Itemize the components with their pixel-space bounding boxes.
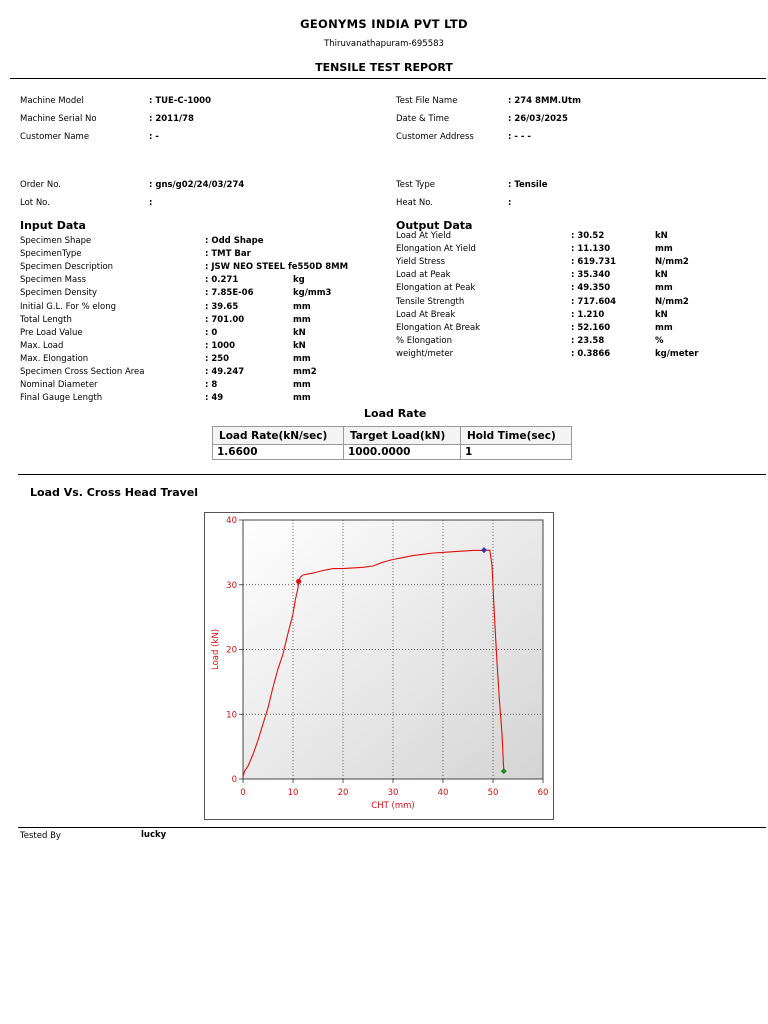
input-row-unit: mm — [293, 353, 311, 364]
load-rate-title: Load Rate — [364, 407, 427, 420]
output-row-unit: N/mm2 — [655, 257, 689, 268]
output-row-value: : 717.604 — [571, 296, 617, 307]
input-row-value: : 49 — [205, 393, 224, 404]
hold-time-value: 1 — [461, 445, 572, 460]
x-tick-label: 0 — [240, 788, 246, 798]
y-tick-label: 30 — [226, 580, 237, 591]
info-left-label: Lot No. — [20, 198, 50, 208]
input-row-label: SpecimenType — [20, 249, 82, 260]
input-row-value: : JSW NEO STEEL fe550D 8MM — [205, 262, 349, 273]
x-tick-label: 10 — [287, 788, 299, 798]
section-divider — [18, 474, 766, 475]
load-rate-header-row — [213, 427, 572, 445]
tested-by-label: Tested By — [20, 831, 61, 841]
y-tick-label: 10 — [226, 710, 237, 721]
y-tick-label: 0 — [231, 775, 237, 785]
header-divider — [10, 78, 766, 79]
load-rate-value: 1.6600 — [213, 445, 344, 460]
output-row-value: : 11.130 — [571, 244, 611, 255]
info-right-label: Test Type — [396, 180, 435, 190]
load-rate-value-row — [213, 445, 572, 460]
input-row-unit: mm — [293, 314, 311, 325]
info-left-label: Machine Serial No — [20, 114, 97, 124]
output-data-title: Output Data — [396, 219, 473, 232]
info-right-label: Heat No. — [396, 198, 433, 208]
info-right-label: Date & Time — [396, 114, 450, 124]
x-tick-label: 50 — [487, 788, 499, 798]
input-row-unit: mm — [293, 393, 311, 404]
input-row-label: Nominal Diameter — [20, 380, 98, 391]
output-row-label: % Elongation — [396, 335, 452, 346]
target-load-value: 1000.0000 — [344, 445, 461, 460]
input-row-label: Specimen Mass — [20, 275, 87, 286]
input-row-label: Final Gauge Length — [20, 393, 103, 404]
output-row-label: Elongation at Peak — [396, 283, 476, 294]
input-row-value: : 0.271 — [205, 275, 239, 286]
output-row-unit: N/mm2 — [655, 296, 689, 307]
output-row-unit: kN — [655, 270, 668, 281]
y-axis-label: Load (kN) — [211, 628, 221, 671]
input-row-value: : 7.85E-06 — [205, 288, 254, 299]
output-row-label: Tensile Strength — [396, 296, 465, 307]
input-row-value: : 39.65 — [205, 301, 239, 312]
input-row-value: : 250 — [205, 353, 230, 364]
output-row-label: Yield Stress — [396, 257, 446, 268]
info-left-value: : 2011/78 — [149, 114, 194, 124]
output-row-label: Elongation At Break — [396, 322, 481, 333]
input-row-label: Max. Load — [20, 340, 64, 351]
input-row-label: Specimen Density — [20, 288, 97, 299]
input-row-label: Pre Load Value — [20, 327, 83, 338]
load-rate-table — [212, 426, 572, 460]
info-right-label: Customer Address — [396, 132, 474, 142]
input-row-label: Specimen Description — [20, 262, 114, 273]
output-row-value: : 0.3866 — [571, 348, 611, 359]
hold-time-header: Hold Time(sec) — [461, 427, 572, 445]
input-row-unit: kg/mm3 — [293, 288, 332, 299]
company-city: Thiruvanathapuram-695583 — [324, 39, 444, 49]
company-name: GEONYMS INDIA PVT LTD — [300, 17, 468, 31]
y-tick-label: 20 — [226, 645, 237, 656]
input-row-unit: kN — [293, 340, 306, 351]
load-vs-cht-chart — [205, 513, 553, 819]
input-row-unit: kg — [293, 275, 305, 286]
input-row-label: Specimen Cross Section Area — [20, 367, 145, 377]
info-right-value: : Tensile — [508, 180, 548, 190]
footer-divider — [18, 827, 766, 828]
output-row-value: : 52.160 — [571, 322, 611, 333]
x-axis-label: CHT (mm) — [371, 801, 415, 811]
output-row-label: Load at Peak — [396, 270, 451, 281]
input-row-value: : 8 — [205, 380, 218, 391]
output-row-value: : 619.731 — [571, 257, 617, 268]
output-row-unit: mm — [655, 244, 673, 255]
output-row-value: : 1.210 — [571, 309, 605, 320]
output-row-value: : 35.340 — [571, 270, 611, 281]
info-left-value: : - — [149, 132, 159, 142]
target-load-header: Target Load(kN) — [344, 427, 461, 445]
output-row-label: Elongation At Yield — [396, 244, 476, 255]
input-row-label: Initial G.L. For % elong — [20, 301, 116, 312]
x-tick-label: 60 — [537, 788, 549, 798]
y-tick-label: 40 — [226, 516, 237, 526]
info-right-value: : — [508, 198, 512, 208]
input-row-value: : TMT Bar — [205, 249, 251, 260]
input-data-title: Input Data — [20, 219, 86, 232]
input-row-value: : 0 — [205, 327, 218, 338]
report-title: TENSILE TEST REPORT — [315, 61, 453, 74]
info-right-value: : 274 8MM.Utm — [508, 96, 581, 106]
output-row-unit: mm — [655, 322, 673, 333]
x-tick-label: 20 — [337, 788, 349, 798]
yield-marker — [296, 579, 301, 584]
graph-title: Load Vs. Cross Head Travel — [30, 486, 199, 499]
tested-by-value: lucky — [141, 830, 167, 840]
info-left-value: : gns/g02/24/03/274 — [149, 180, 245, 190]
input-row-value: : Odd Shape — [205, 236, 264, 246]
input-row-unit: mm2 — [293, 367, 317, 377]
input-row-value: : 1000 — [205, 340, 236, 351]
input-row-unit: mm — [293, 301, 311, 312]
input-row-value: : 701.00 — [205, 314, 245, 325]
info-left-label: Order No. — [20, 180, 61, 190]
chart-frame — [204, 512, 554, 820]
input-row-label: Max. Elongation — [20, 353, 89, 364]
input-row-label: Total Length — [20, 314, 72, 325]
output-row-label: Load At Yield — [396, 231, 452, 241]
info-left-label: Customer Name — [20, 132, 90, 142]
input-row-unit: mm — [293, 380, 311, 391]
x-tick-label: 40 — [437, 788, 449, 798]
output-row-unit: kg/meter — [655, 348, 699, 359]
output-row-value: : 30.52 — [571, 231, 605, 241]
output-row-unit: kN — [655, 231, 668, 241]
output-row-label: Load At Break — [396, 309, 456, 320]
info-right-label: Test File Name — [396, 96, 458, 106]
input-row-unit: kN — [293, 327, 306, 338]
info-left-label: Machine Model — [20, 96, 84, 106]
output-row-label: weight/meter — [396, 348, 454, 359]
output-row-unit: kN — [655, 309, 668, 320]
info-left-value: : TUE-C-1000 — [149, 96, 212, 106]
input-row-label: Specimen Shape — [20, 236, 92, 246]
info-right-value: : 26/03/2025 — [508, 114, 568, 124]
info-right-value: : - - - — [508, 132, 531, 142]
output-row-value: : 23.58 — [571, 335, 605, 346]
output-row-value: : 49.350 — [571, 283, 611, 294]
output-row-unit: mm — [655, 283, 673, 294]
output-row-unit: % — [655, 335, 664, 346]
x-tick-label: 30 — [387, 788, 399, 798]
info-left-value: : — [149, 198, 153, 208]
input-row-value: : 49.247 — [205, 367, 245, 377]
load-rate-header: Load Rate(kN/sec) — [213, 427, 344, 445]
